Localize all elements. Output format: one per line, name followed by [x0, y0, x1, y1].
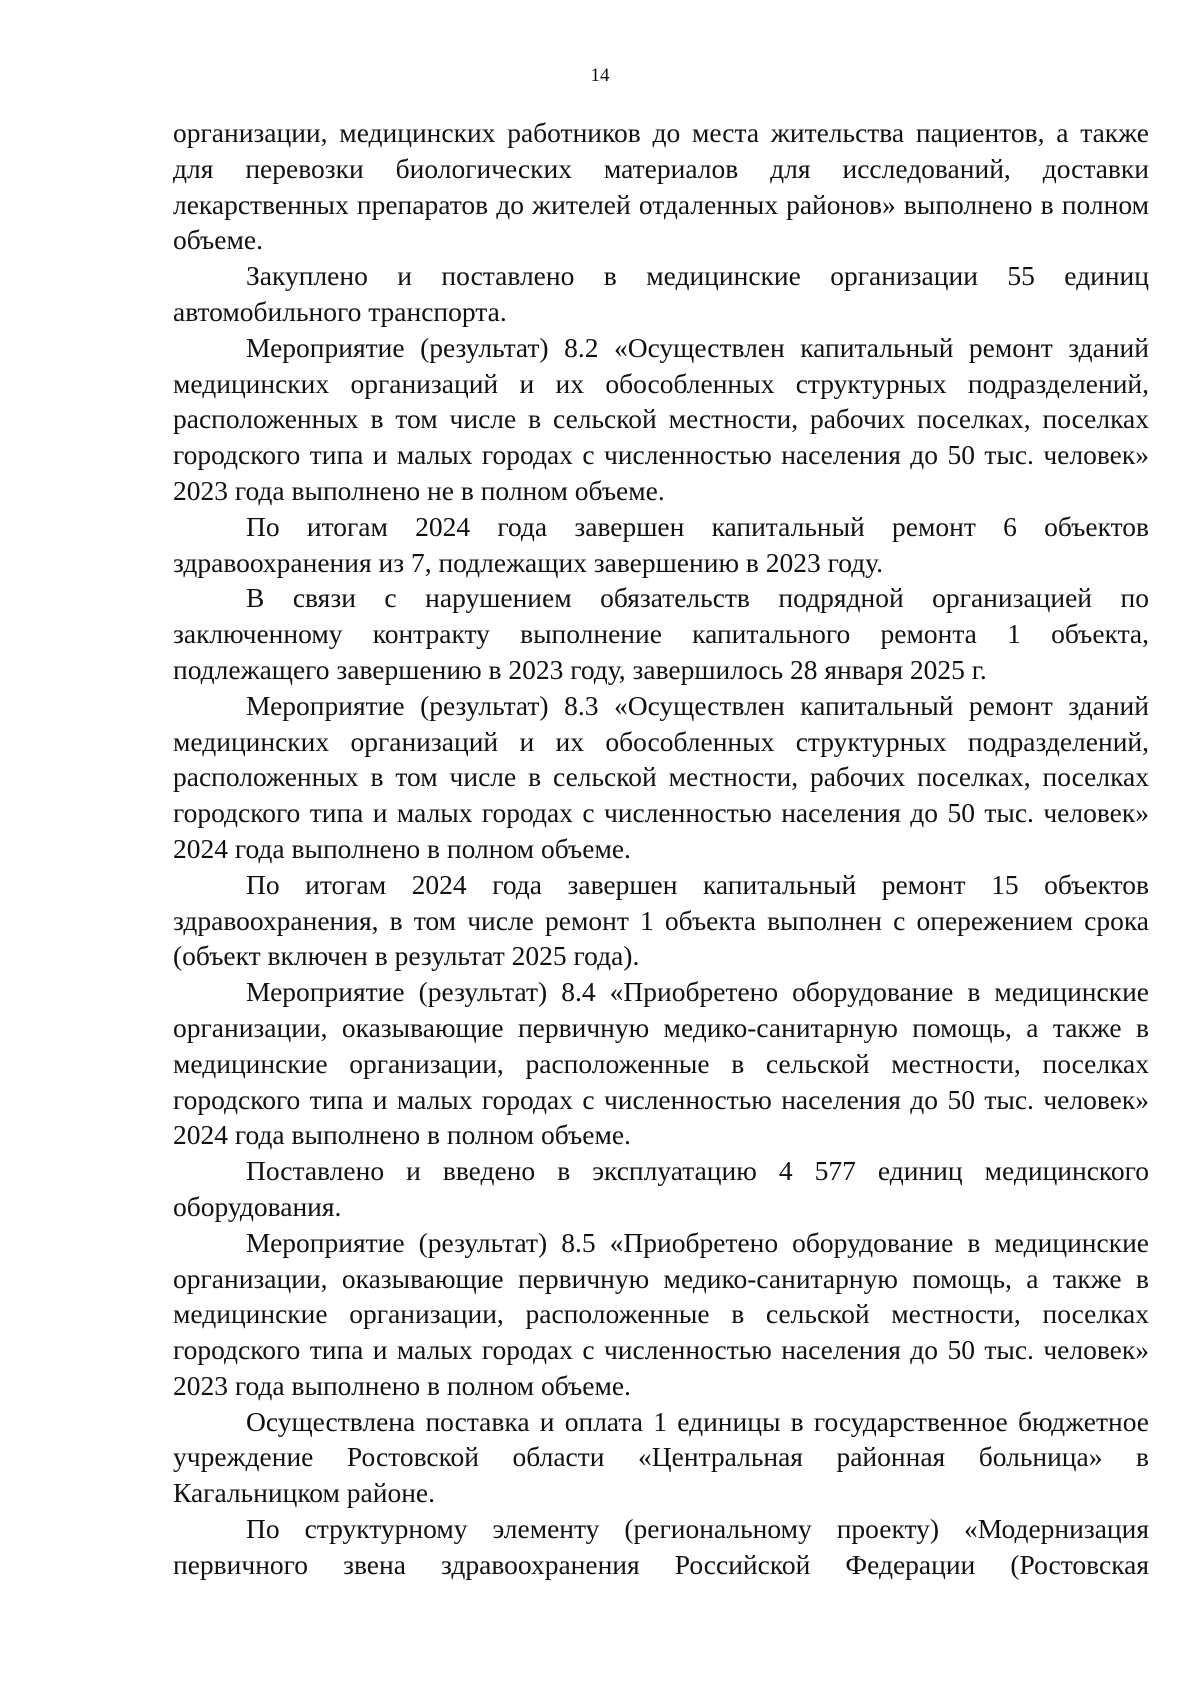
paragraph-measure-8-5: Мероприятие (результат) 8.5 «Приобретено оборудование в медицинские организации, оказывающие первичную медико-санитарную помощь, а также в медицинские организации, расположенные в сельской местности, поселках городского типа и малых городах с численностью населения до 50 тыс. человек» 2023 года выполнено в полном объеме.	[173, 1226, 1149, 1401]
paragraph-vehicles-purchased: Закуплено и поставлено в медицинские организации 55 единиц автомобильного транспорта.	[173, 260, 1149, 327]
page-number: 14	[590, 65, 610, 86]
paragraph-continuation: организации, медицинских работников до места жительства пациентов, а также для перевозки биологических материалов для исследований, доставки лекарственных препаратов до жителей отдаленных районов» выполнено в полном объеме.	[173, 117, 1149, 256]
paragraph-measure-8-3: Мероприятие (результат) 8.3 «Осуществлен капитальный ремонт зданий медицинских организаций и их обособленных структурных подразделений, расположенных в том числе в сельской местности, рабочих поселках, поселках городского типа и малых городах с численностью населения до 50 тыс. человек» 2024 года выполнено в полном объеме.	[173, 689, 1149, 864]
paragraph-contract-violation: В связи с нарушением обязательств подрядной организацией по заключенному контракту выполнение капитального ремонта 1 объекта, подлежащего завершению в 2023 году, завершилось 28 января 2025 г.	[173, 582, 1149, 685]
paragraph-equipment-delivered: Поставлено и введено в эксплуатацию 4 577 единиц медицинского оборудования.	[173, 1155, 1149, 1222]
paragraph-measure-8-2: Мероприятие (результат) 8.2 «Осуществлен капитальный ремонт зданий медицинских организаций и их обособленных структурных подразделений, расположенных в том числе в сельской местности, рабочих поселках, поселках городского типа и малых городах с численностью населения до 50 тыс. человек» 2023 года выполнено не в полном объеме.	[173, 331, 1149, 506]
paragraph-measure-8-4: Мероприятие (результат) 8.4 «Приобретено оборудование в медицинские организации, оказывающие первичную медико-санитарную помощь, а также в медицинские организации, расположенные в сельской местности, поселках городского типа и малых городах с численностью населения до 50 тыс. человек» 2024 года выполнено в полном объеме.	[173, 976, 1149, 1151]
document-body	[173, 115, 1149, 1583]
paragraph-results-2024-repair: По итогам 2024 года завершен капитальный ремонт 6 объектов здравоохранения из 7, подлежащих завершению в 2023 году.	[173, 510, 1149, 578]
paragraph-results-15-objects: По итогам 2024 года завершен капитальный ремонт 15 объектов здравоохранения, в том числе ремонт 1 объекта выполнен с опережением срока (объект включен в результат 2025 года).	[173, 868, 1149, 972]
paragraph-modernization-project: По структурному элементу (региональному проекту) «Модернизация первичного звена здравоохранения Российской Федерации (Ростовская	[173, 1513, 1149, 1580]
paragraph-kagalnitsky-delivery: Осуществлена поставка и оплата 1 единицы в государственное бюджетное учреждение Ростовской области «Центральная районная больница» в Кагальницком районе.	[173, 1405, 1149, 1509]
